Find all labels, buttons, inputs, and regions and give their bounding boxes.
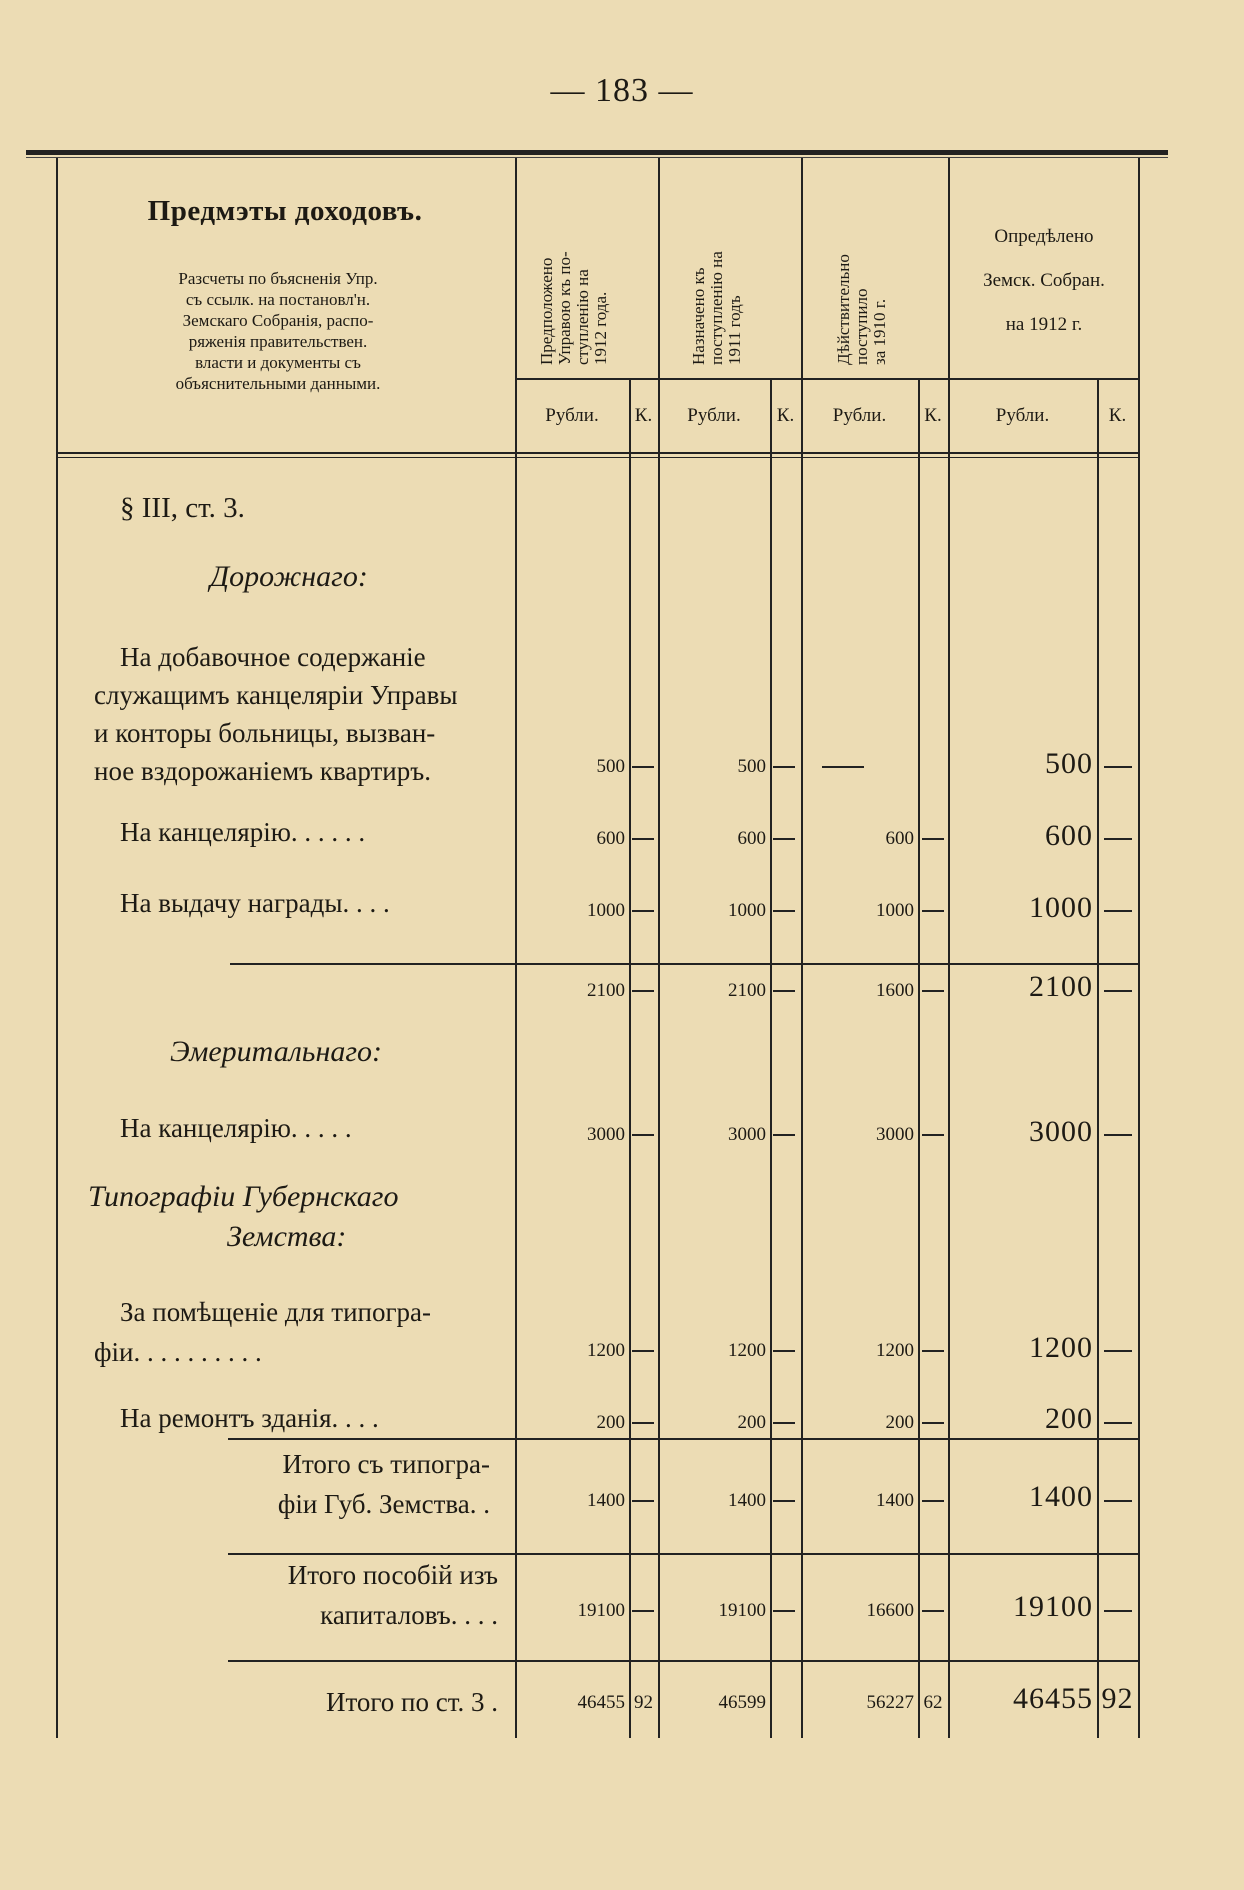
col3-header: Дѣйствительно поступило за 1910 г. (834, 254, 889, 365)
kopek-dash (773, 910, 795, 912)
kopek-dash (1104, 1500, 1132, 1502)
section-heading: § III, ст. 3. (120, 492, 245, 524)
row-value-col2: 1000 (728, 900, 766, 921)
total-value-col4: 1400 (1029, 1480, 1093, 1513)
row-value-col3: 600 (885, 828, 914, 849)
kopek-dash (632, 1500, 654, 1502)
kopek-dash (773, 1422, 795, 1424)
row-label: На канцелярію. . . . . (120, 1113, 352, 1143)
row-value-col3: 200 (885, 1412, 914, 1433)
col-divider (918, 378, 920, 1738)
col2-rub-label: Рубли. (687, 405, 741, 426)
kopek-dash (773, 990, 795, 992)
subtotal-value-col1: 2100 (587, 980, 625, 1001)
row-value-col4: 600 (1045, 819, 1093, 852)
row-value-col3: 1000 (876, 900, 914, 921)
col4-header: Опредѣлено Земск. Собран. на 1912 г. (983, 226, 1105, 335)
subtotal-value-col3: 1600 (876, 980, 914, 1001)
total-value-col1: 1400 (587, 1490, 625, 1511)
kopek-dash (632, 1610, 654, 1612)
total-value-col4: 19100 (1013, 1590, 1093, 1623)
kopek-dash (922, 1350, 944, 1352)
table-right-border (1138, 158, 1140, 1738)
kopek-dash (773, 838, 795, 840)
total-value-col1: 19100 (577, 1600, 625, 1621)
kopek-dash (773, 766, 795, 768)
total-value-col4: 46455 (1013, 1682, 1093, 1715)
kopek-dash (632, 766, 654, 768)
col3-rub-label: Рубли. (832, 405, 887, 426)
row-value-col4: 500 (1045, 747, 1093, 780)
group-heading-tipogr: Типографіи Губернскаго (88, 1180, 399, 1213)
kopek-dash (922, 1422, 944, 1424)
col-divider (1097, 378, 1099, 1738)
header-bottom-rule (56, 452, 1138, 454)
total-rule (228, 1438, 1138, 1440)
kopek-dash (922, 1134, 944, 1136)
col2-kop-label: К. (776, 405, 795, 426)
row-value-col4: 200 (1045, 1402, 1093, 1435)
row-label: На канцелярію. . . . . . (120, 817, 366, 847)
row-value-col4: 3000 (1029, 1115, 1093, 1148)
row-value-col3: 3000 (876, 1124, 914, 1145)
page-number: — 183 — (550, 72, 694, 109)
kopek-dash (632, 990, 654, 992)
kopek-dash (773, 1134, 795, 1136)
kopek-dash (632, 838, 654, 840)
kopek-dash (1104, 1350, 1132, 1352)
row-value-col1: 200 (596, 1412, 625, 1433)
kopek-dash (922, 1500, 944, 1502)
row-label: За помѣщеніе для типогра- фіи. . . . . . . . . . (94, 1297, 432, 1367)
header-sub-rule (515, 378, 1138, 380)
row-value-col1: 3000 (587, 1124, 625, 1145)
col1-kop-label: К. (634, 405, 653, 426)
total-value-col2: 1400 (728, 1490, 766, 1511)
kopek-dash (1104, 838, 1132, 840)
subtotal-value-col4: 2100 (1029, 970, 1093, 1003)
kopek-dash (922, 990, 944, 992)
row-value-col1: 500 (596, 756, 625, 777)
kopek-dash (1104, 766, 1132, 768)
group-heading-tipogr-2: Земства: (227, 1220, 347, 1253)
header-bottom-rule-thin (56, 457, 1138, 458)
col2-header: Назначено къ поступленію на 1911 годъ (689, 251, 744, 365)
column-title: Предмэты доходовъ. (147, 195, 423, 227)
kopek-dash (632, 910, 654, 912)
total-label-article: Итого по ст. 3 . (325, 1687, 498, 1717)
group-heading-emerit: Эмеритальнаго: (170, 1035, 383, 1068)
total-kop-col4: 92 (1101, 1682, 1134, 1715)
kopek-dash (922, 910, 944, 912)
row-value-col2: 1200 (728, 1340, 766, 1361)
total-value-col3: 56227 (866, 1692, 914, 1713)
kopek-dash (922, 838, 944, 840)
kopek-dash (632, 1350, 654, 1352)
row-value-col2: 500 (737, 756, 766, 777)
kopek-dash (773, 1500, 795, 1502)
col3-kop-label: К. (924, 405, 942, 426)
kopek-dash (1104, 1422, 1132, 1424)
subtotal-rule (230, 963, 1138, 965)
col4-kop-label: К. (1108, 405, 1127, 426)
row-value-col1: 1000 (587, 900, 625, 921)
column-subtitle: Разсчеты по бъясненія Упр. съ ссылк. на постановл'н. Земскаго Собранія, распо- ряженія правительствен. власти и документы съ объяснительными данными. (175, 269, 381, 393)
subtotal-value-col2: 2100 (728, 980, 766, 1001)
col1-rub-label: Рубли. (545, 405, 599, 426)
row-value-col3: 1200 (876, 1340, 914, 1361)
total-label-tipogr: Итого съ типогра- фіи Губ. Земства. . (277, 1449, 490, 1519)
total-value-col2: 46599 (718, 1692, 766, 1713)
row-value-col3-dash (822, 766, 864, 768)
row-label: На добавочное содержаніе служащимъ канцеляріи Управы и конторы больницы, вызван- ное вздорожаніемъ квартиръ. (94, 642, 458, 786)
total-label-capital: Итого пособій изъ капиталовъ. . . . (287, 1560, 498, 1630)
row-value-col1: 600 (596, 828, 625, 849)
kopek-dash (773, 1350, 795, 1352)
row-value-col4: 1200 (1029, 1331, 1093, 1364)
kopek-dash (1104, 1134, 1132, 1136)
row-value-col2: 200 (737, 1412, 766, 1433)
row-value-col4: 1000 (1029, 891, 1093, 924)
col-divider (770, 378, 772, 1738)
row-value-col1: 1200 (587, 1340, 625, 1361)
kopek-dash (922, 1610, 944, 1612)
total-value-col1: 46455 (577, 1692, 625, 1713)
kopek-dash (1104, 990, 1132, 992)
table-top-rule-thin (26, 157, 1168, 158)
kopek-dash (632, 1134, 654, 1136)
col4-rub-label: Рубли. (995, 405, 1050, 426)
col1-header: Предположено Управою къ по- ступленію на 1912 года. (537, 251, 610, 365)
kopek-dash (773, 1610, 795, 1612)
row-label: На выдачу награды. . . . (120, 888, 390, 918)
total-value-col3: 1400 (876, 1490, 914, 1511)
kopek-dash (1104, 910, 1132, 912)
total-kop-col1: 92 (634, 1692, 653, 1713)
row-value-col2: 600 (737, 828, 766, 849)
table-top-rule (26, 150, 1168, 155)
kopek-dash (632, 1422, 654, 1424)
col-divider (629, 378, 631, 1738)
total-value-col3: 16600 (866, 1600, 914, 1621)
total-kop-col3: 62 (923, 1692, 943, 1713)
total-value-col2: 19100 (718, 1600, 766, 1621)
group-heading-dorozh: Дорожнаго: (210, 560, 368, 593)
kopek-dash (1104, 1610, 1132, 1612)
row-label: На ремонтъ зданія. . . . (120, 1403, 379, 1433)
row-value-col2: 3000 (728, 1124, 766, 1145)
total-rule (228, 1660, 1138, 1662)
table-left-border (56, 158, 58, 1738)
